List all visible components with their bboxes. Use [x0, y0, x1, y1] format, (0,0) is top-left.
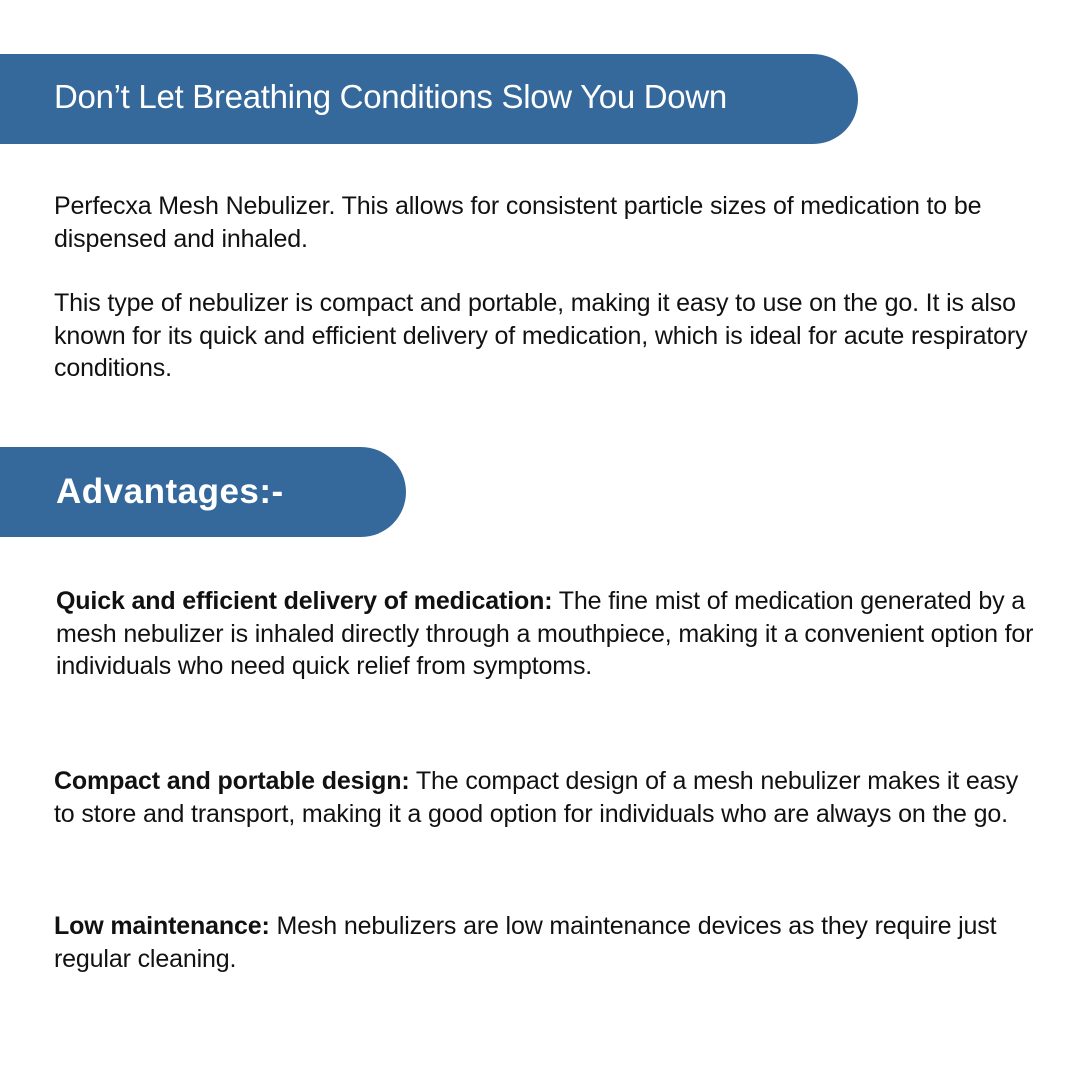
header-banner [0, 54, 858, 144]
advantages-banner-title: Advantages:- [56, 472, 284, 511]
advantage-item [56, 585, 1046, 683]
header-banner-title: Don’t Let Breathing Conditions Slow You Down [54, 78, 727, 115]
advantage-text: Mesh nebulizers are low maintenance devices as they require just regular cleaning. [54, 912, 997, 973]
advantage-item [54, 765, 1044, 830]
advantage-heading: Quick and efficient delivery of medication: [56, 587, 553, 615]
advantage-text: The compact design of a mesh nebulizer makes it easy to store and transport, making it a good option for individuals who are always on the go. [54, 767, 1019, 828]
intro-paragraph: Perfecxa Mesh Nebulizer. This allows for consistent particle sizes of medication to be dispensed and inhaled. [54, 192, 982, 253]
intro-paragraph: This type of nebulizer is compact and portable, making it easy to use on the go. It is also known for its quick and efficient delivery of medication, which is ideal for acute respiratory conditions. [54, 289, 1028, 382]
advantages-banner [0, 447, 406, 537]
advantage-heading: Compact and portable design: [54, 767, 410, 795]
advantage-heading: Low maintenance: [54, 912, 270, 940]
advantage-item [54, 910, 1044, 975]
advantage-text: The fine mist of medication generated by a mesh nebulizer is inhaled directly through a mouthpiece, making it a convenient option for individuals who need quick relief from symptoms. [56, 587, 1034, 680]
